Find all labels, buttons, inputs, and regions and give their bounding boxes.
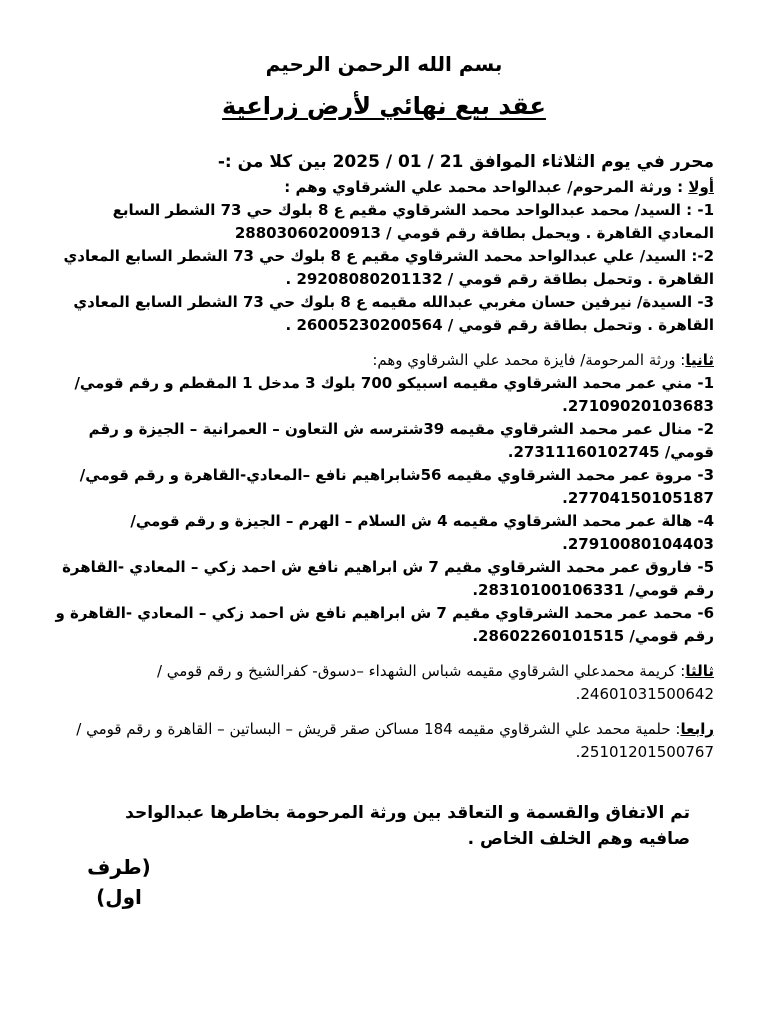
heir-entry: 1- : السيد/ محمد عبدالواحد محمد الشرقاوي مقيم ع 8 بلوك حي 73 الشطر السابع المعادي القاهرة . ويحمل بطاقة رقم قومي / 28803060200913 [112, 201, 714, 242]
group-heading [52, 176, 714, 199]
group-label: أولا [688, 178, 714, 196]
heir-entry: 1- مني عمر محمد الشرقاوي مقيمه اسبيكو 700 بلوك 3 مدخل 1 المقطم و رقم قومي/ 27109020103683. [74, 374, 714, 415]
heir-entry: 2-: السيد/ علي عبدالواحد محمد الشرقاوي مقيم ع 8 بلوك حي 73 الشطر السابع المعادي القاهرة . وتحمل بطاقة رقم قومي / 29208080201132 . [63, 247, 714, 288]
contract-title: عقد بيع نهائي لأرض زراعية [222, 92, 546, 120]
document-body [52, 150, 714, 764]
first-party-group-2 [52, 349, 714, 648]
contract-intro: محرر في يوم الثلاثاء الموافق 21 / 01 / 2025 بين كلا من :- [217, 152, 714, 172]
heir-entry: 5- فاروق عمر محمد الشرقاوي مقيم 7 ش ابراهيم نافع ش احمد زكي – المعادي -القاهرة رقم قومي/ 28310100106331. [62, 558, 714, 599]
basmala: بسم الله الرحمن الرحيم [265, 52, 503, 76]
heir-entry: 3- مروة عمر محمد الشرقاوي مقيمه 56شابراهيم نافع –المعادي-القاهرة و رقم قومي/ 27704150105187. [79, 466, 714, 507]
agreement-statement: تم الاتفاق والقسمة و التعاقد بين ورثة المرحومة بخاطرها عبدالواحد صافيه وهم الخلف الخاص . [125, 803, 690, 849]
group-label: ثانيا [685, 351, 714, 369]
group-heading [52, 349, 714, 372]
first-party-group-4 [52, 718, 714, 764]
heir-entry [52, 718, 714, 764]
group-heading-text: : ورثة المرحوم/ عبدالواحد محمد علي الشرقاوي وهم : [284, 178, 689, 196]
party-label: (طرف اول) [87, 855, 151, 909]
heir-entry [52, 660, 714, 706]
heir-entry: 6- محمد عمر محمد الشرقاوي مقيم 7 ش ابراهيم نافع ش احمد زكي – المعادي -القاهرة و رقم قومي/ 28602260101515. [55, 604, 714, 645]
first-party-group-1 [52, 176, 714, 337]
heir-entry-text: : كريمة محمدعلي الشرقاوي مقيمه شباس الشهداء –دسوق- كفرالشيخ و رقم قومي / 24601031500642. [156, 662, 714, 703]
heir-entry: 3- السيدة/ نيرفين حسان مغربي عبدالله مقيمه ع 8 بلوك حي 73 الشطر السابع المعادي القاهرة . وتحمل بطاقة رقم قومي / 26005230200564 . [73, 293, 714, 334]
heir-entry: 2- منال عمر محمد الشرقاوي مقيمه 39شترسه ش التعاون – العمرانية – الجيزة و رقم قومي/ 27311160102745. [88, 420, 714, 461]
group-heading-text: : ورثة المرحومة/ فايزة محمد علي الشرقاوي وهم: [372, 351, 686, 369]
heir-entry: 4- هالة عمر محمد الشرقاوي مقيمه 4 ش السلام – الهرم – الجيزة و رقم قومي/ 27910080104403. [130, 512, 714, 553]
first-party-group-3 [52, 660, 714, 706]
group-label: ثالثا [685, 662, 714, 680]
heir-entry-text: : حلمية محمد علي الشرقاوي مقيمه 184 مساكن صقر قريش – البساتين – القاهرة و رقم قومي / 25101201500767. [76, 720, 714, 761]
group-label: رابعا [680, 720, 714, 738]
